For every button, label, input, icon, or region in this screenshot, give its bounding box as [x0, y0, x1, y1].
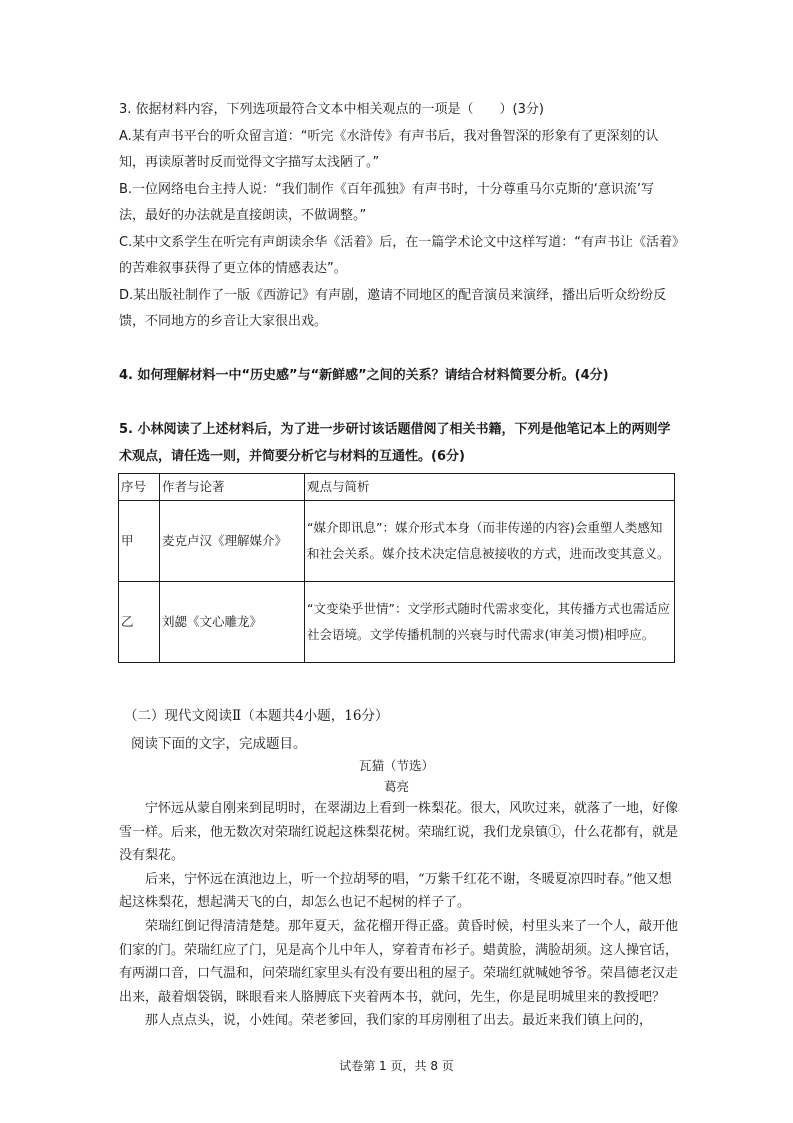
section-title: （二）现代文阅读Ⅱ（本题共4小题，16分）: [124, 708, 389, 724]
table-cell-author: 刘勰《文心雕龙》: [160, 582, 305, 663]
story-paragraph: 荣瑞红倒记得清清楚楚。那年夏天，盆花榴开得正盛。黄昏时候，村里头来了一个人，敲开他们家的门。荣瑞红应了门，见是高个儿中年人，穿着青布衫子。蜡黄脸，满脸胡须。这人操官话，有两湖口音，口气温和，问荣瑞红家里头有没有要出租的屋子。荣瑞红就喊她爷爷。荣昌德老汉走出来，敲着烟袋锅，眯眼看来人胳膊底下夹着两本书，就问，先生，你是昆明城里来的教授吧？: [119, 918, 679, 1005]
story-paragraph: 那人点点头，说，小姓闻。荣老爹回，我们家的耳房刚租了出去。最近来我们镇上问的，: [145, 1013, 653, 1029]
table-header-row: [119, 474, 675, 501]
table-row: [119, 582, 675, 663]
table-cell-view: “文变染乎世情”：文学形式随时代需求变化，其传播方式也需适应社会语境。文学传播机制的兴衰与时代需求(审美习惯)相呼应。: [305, 582, 675, 663]
question-3: [119, 97, 679, 336]
option-a: A.某有声书平台的听众留言道：“听完《水浒传》有声书后，我对鲁智深的形象有了更深刻的认知，再读原著时反而觉得文字描写太浅陋了。”: [119, 128, 659, 170]
table-header-no: 序号: [119, 474, 160, 501]
question-4: [119, 363, 679, 390]
table-cell-no: 乙: [119, 582, 160, 663]
story-author: 葛亮: [383, 779, 409, 794]
story-paragraph: 宁怀远从蒙自刚来到昆明时，在翠湖边上看到一株梨花。很大，风吹过来，就落了一地，好像雪一样。后来，他无数次对荣瑞红说起这株梨花树。荣瑞红说，我们龙泉镇①，什么花都有，就是没有梨花。: [119, 801, 679, 864]
story-body: [119, 797, 679, 1033]
table-cell-no: 甲: [119, 501, 160, 582]
table-cell-view: “媒介即讯息”：媒介形式本身（而非传递的内容)会重塑人类感知和社会关系。媒介技术决定信息被接收的方式，进而改变其意义。: [305, 501, 675, 582]
question-4-text: 4. 如何理解材料一中“历史感”与“新鲜感”之间的关系？请结合材料简要分析。(4分): [119, 368, 609, 383]
option-b: B.一位网络电台主持人说：“我们制作《百年孤独》有声书时，十分尊重马尔克斯的‘意识流’写法，最好的办法就是直接朗读，不做调整。”: [119, 181, 655, 223]
table-row: [119, 501, 675, 582]
notes-table: [118, 473, 675, 663]
table-header-author: 作者与论著: [160, 474, 305, 501]
option-c: C.某中文系学生在听完有声朗读余华《活着》后，在一篇学术论文中这样写道：“有声书让《活着》的苦难叙事获得了更立体的情感表达”。: [119, 234, 679, 276]
story-title: 瓦猫（节选）: [358, 758, 434, 773]
question-5: [119, 417, 679, 470]
table-header-view: 观点与简析: [305, 474, 675, 501]
question-3-stem: 3. 依据材料内容，下列选项最符合文本中相关观点的一项是（ ）(3分): [119, 102, 544, 117]
story-paragraph: 后来，宁怀远在滇池边上，听一个拉胡琴的唱，“万紫千红花不谢，冬暖夏凉四时春。”他又想起这株梨花，想起满天飞的白，却怎么也记不起树的样子了。: [119, 871, 672, 911]
option-d: D.某出版社制作了一版《西游记》有声剧，邀请不同地区的配音演员来演绎，播出后听众纷纷反馈，不同地方的乡音让大家很出戏。: [119, 287, 667, 329]
page-footer: 试卷第 1 页，共 8 页: [339, 1059, 454, 1073]
section-instruction: 阅读下面的文字，完成题目。: [131, 736, 307, 752]
question-5-text: 5. 小林阅读了上述材料后，为了进一步研讨该话题借阅了相关书籍，下列是他笔记本上的两则学术观点，请任选一则，并简要分析它与材料的互通性。(6分): [119, 422, 671, 464]
table-cell-author: 麦克卢汉《理解媒介》: [160, 501, 305, 582]
